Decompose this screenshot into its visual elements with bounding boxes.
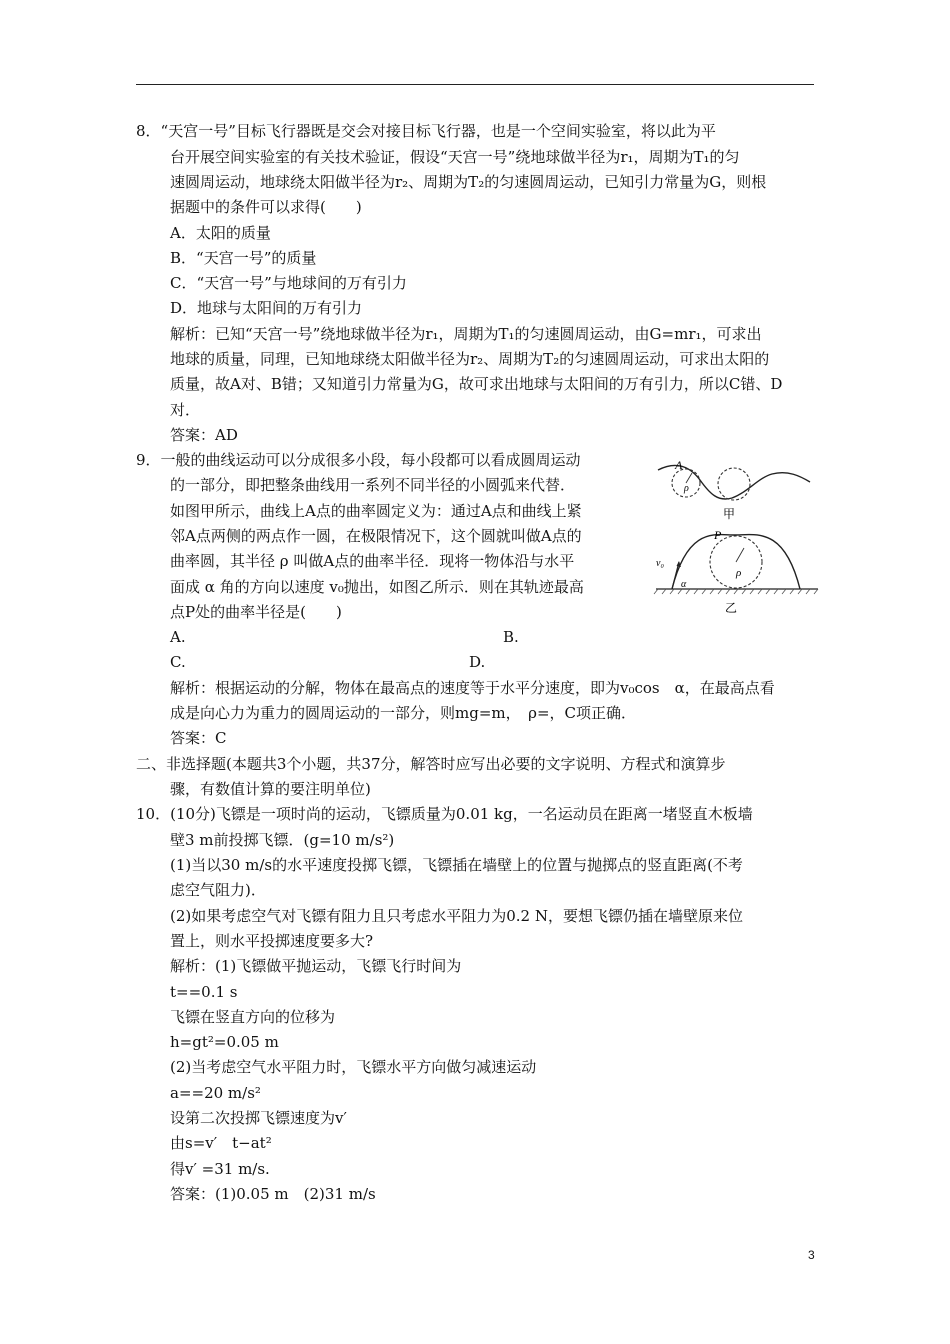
figure-yi: [654, 528, 818, 615]
q8-stem-line4: 据题中的条件可以求得( ): [170, 198, 362, 216]
q8-option-b: B．“天宫一号”的质量: [170, 249, 317, 267]
q9-option-c: C.: [170, 653, 186, 671]
q8-option-a: A．太阳的质量: [170, 224, 271, 242]
q10-stem-line2: 壁3 m前投掷飞镖．(g=10 m/s²): [170, 831, 395, 849]
q9-option-d: D.: [469, 653, 486, 671]
ground-hatching: [654, 589, 818, 594]
q10-analysis-line8: 由s=v′ t−at²: [170, 1134, 272, 1152]
label-p: P: [714, 528, 722, 542]
q10-analysis-line2: t==0.1 s: [170, 983, 238, 1001]
q8-analysis-line3: 质量，故A对、B错；又知道引力常量为G，故可求出地球与太阳间的万有引力，所以C错、D: [170, 375, 783, 393]
label-rho-bottom: ρ: [736, 567, 742, 579]
figure-jia: [658, 458, 810, 521]
q10-analysis-line5: (2)当考虑空气水平阻力时，飞镖水平方向做匀减速运动: [170, 1058, 537, 1076]
page-number: 3: [808, 1248, 815, 1262]
label-yi: 乙: [725, 601, 738, 615]
q8-answer: 答案：AD: [170, 426, 238, 444]
q10-analysis-line9: 得v′ =31 m/s.: [170, 1160, 270, 1178]
q9-stem-line1: 9．一般的曲线运动可以分成很多小段，每小段都可以看成圆周运动: [136, 451, 581, 469]
label-a: A: [675, 458, 683, 472]
q10-answer: 答案：(1)0.05 m (2)31 m/s: [170, 1185, 376, 1203]
q8-analysis-line2: 地球的质量，同理，已知地球绕太阳做半径为r₂、周期为T₂的匀速圆周运动，可求出太阳的: [170, 350, 770, 368]
q10-analysis-line4: h=gt²=0.05 m: [170, 1033, 279, 1051]
curvature-figure: [652, 452, 820, 620]
label-alpha: α: [681, 579, 687, 590]
q9-stem-line6: 面成 α 角的方向以速度 v₀抛出，如图乙所示．则在其轨迹最高: [170, 578, 584, 596]
q9-analysis-line1: 解析：根据运动的分解，物体在最高点的速度等于水平分速度，即为v₀cos α，在最高点看: [170, 679, 775, 697]
q8-option-c: C．“天宫一号”与地球间的万有引力: [170, 274, 407, 292]
section2-heading-line2: 骤，有数值计算的要注明单位): [170, 780, 371, 798]
q9-stem-line7: 点P处的曲率半径是( ): [170, 603, 342, 621]
q8-stem-line2: 台开展空间实验室的有关技术验证，假设“天宫一号”绕地球做半径为r₁，周期为T₁的匀: [170, 148, 740, 166]
label-jia: 甲: [723, 507, 736, 521]
q9-option-a: A.: [170, 628, 186, 646]
q9-stem-line3: 如图甲所示，曲线上A点的曲率圆定义为：通过A点和曲线上紧: [170, 502, 582, 520]
q9-answer: 答案：C: [170, 729, 227, 747]
q10-part2-line1: (2)如果考虑空气对飞镖有阻力且只考虑水平阻力为0.2 N，要想飞镖仍插在墙壁原来位: [170, 907, 743, 925]
section2-heading-line1: 二、非选择题(本题共3个小题，共37分，解答时应写出必要的文字说明、方程式和演算步: [136, 755, 726, 773]
q10-stem-line1: 10．(10分)飞镖是一项时尚的运动，飞镖质量为0.01 kg，一名运动员在距离一堵竖直木板墙: [136, 805, 753, 823]
label-v0: v₀: [656, 558, 664, 569]
q9-option-b: B.: [503, 628, 519, 646]
q8-stem-line3: 速圆周运动，地球绕太阳做半径为r₂、周期为T₂的匀速圆周运动，已知引力常量为G，则根: [170, 173, 767, 191]
q8-option-d: D．地球与太阳间的万有引力: [170, 299, 363, 317]
q10-part2-line2: 置上，则水平投掷速度要多大?: [170, 932, 374, 950]
radius-line-bottom: [736, 548, 744, 562]
header-rule: [136, 84, 814, 85]
q9-stem-line4: 邻A点两侧的两点作一圆，在极限情况下，这个圆就叫做A点的: [170, 527, 582, 545]
q8-analysis-line4: 对．: [170, 401, 201, 419]
q10-analysis-line6: a==20 m/s²: [170, 1084, 261, 1102]
q8-analysis-line1: 解析：已知“天宫一号”绕地球做半径为r₁，周期为T₁的匀速圆周运动，由G=mr₁，可求出: [170, 325, 762, 343]
curvature-circle-b: [718, 468, 750, 500]
radius-line-top: [686, 473, 692, 483]
q10-analysis-line7: 设第二次投掷飞镖速度为v′: [170, 1109, 347, 1127]
q10-part1-line2: 虑空气阻力)．: [170, 881, 266, 899]
q10-part1-line1: (1)当以30 m/s的水平速度投掷飞镖，飞镖插在墙壁上的位置与抛掷点的竖直距离(不考: [170, 856, 743, 874]
q10-analysis-line1: 解析：(1)飞镖做平抛运动，飞镖飞行时间为: [170, 957, 462, 975]
label-rho-top: ρ: [684, 483, 689, 494]
q9-analysis-line2: 成是向心力为重力的圆周运动的一部分，则mg=m， ρ=，C项正确．: [170, 704, 636, 722]
q9-stem-line5: 曲率圆，其半径 ρ 叫做A点的曲率半径．现将一物体沿与水平: [170, 552, 575, 570]
q10-analysis-line3: 飞镖在竖直方向的位移为: [170, 1008, 336, 1026]
q9-stem-line2: 的一部分，即把整条曲线用一系列不同半径的小圆弧来代替．: [170, 476, 576, 494]
q8-stem-line1: 8．“天宫一号”目标飞行器既是交会对接目标飞行器，也是一个空间实验室，将以此为平: [136, 122, 716, 140]
